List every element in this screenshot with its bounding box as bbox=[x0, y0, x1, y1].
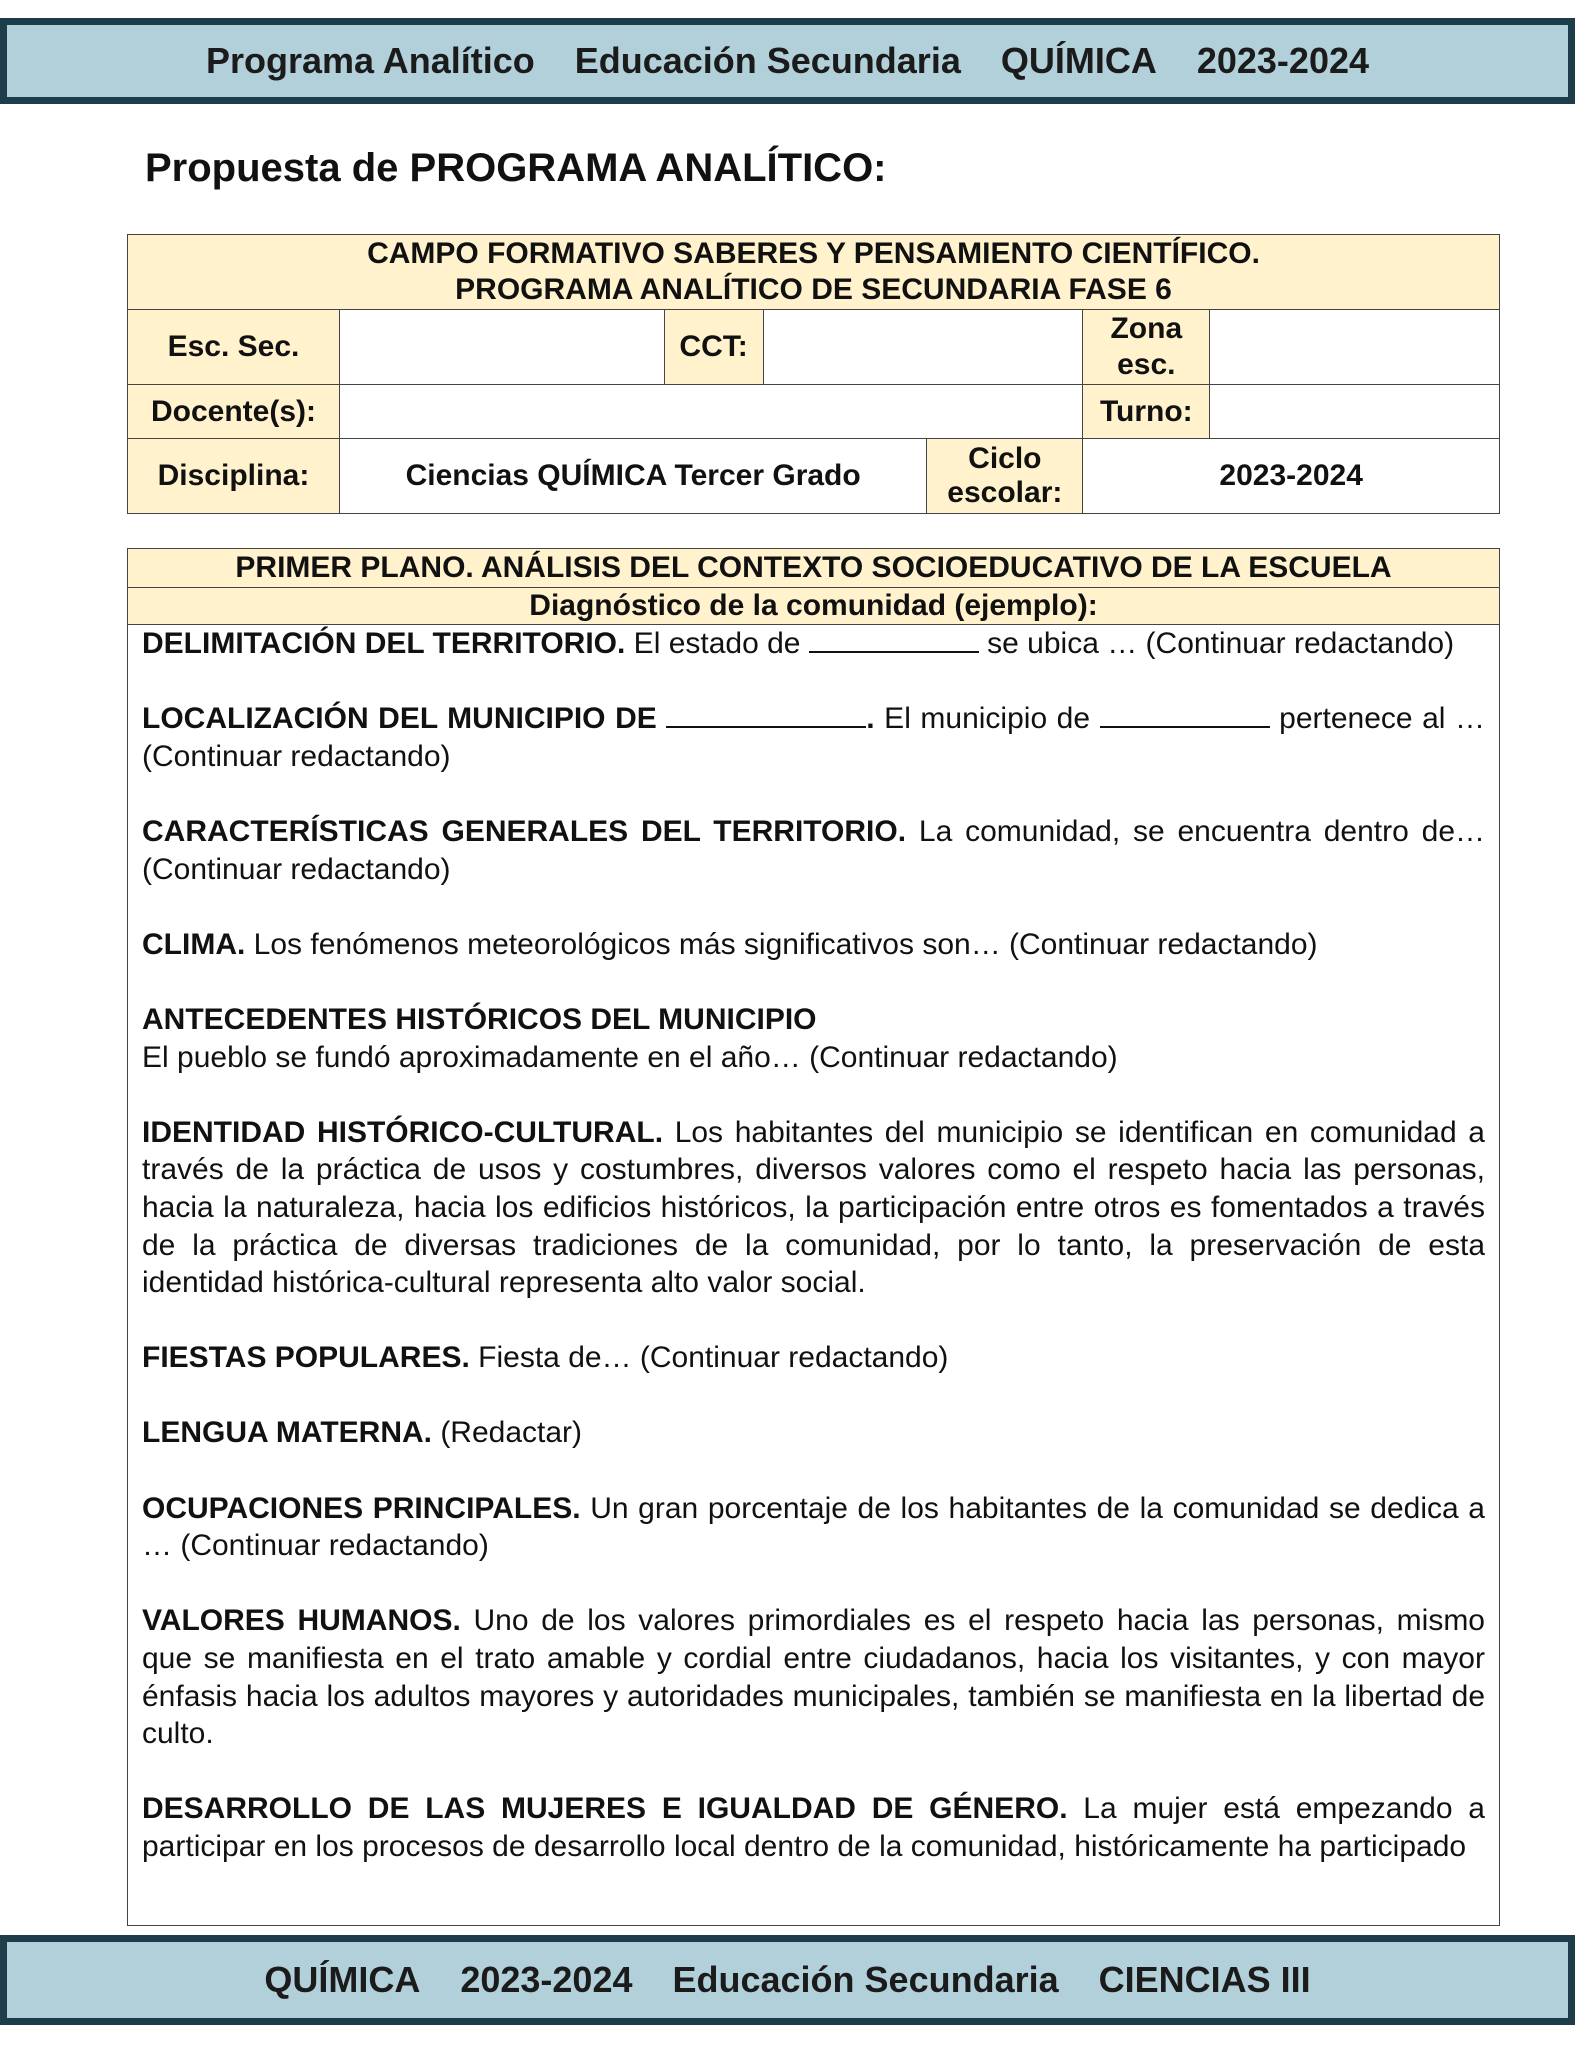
para-fiestas: FIESTAS POPULARES. Fiesta de… (Continuar redactando) bbox=[142, 1341, 949, 1375]
para-heading: LOCALIZACIÓN DEL MUNICIPIO DE bbox=[142, 702, 667, 736]
esc-sec-label: Esc. Sec. bbox=[128, 310, 340, 385]
para-heading: CLIMA. bbox=[142, 927, 246, 961]
esc-sec-field[interactable] bbox=[339, 310, 664, 385]
footer-band bbox=[0, 1935, 1575, 2025]
footer-subject: QUÍMICA bbox=[264, 1959, 421, 2000]
para-valores: VALORES HUMANOS. Uno de los valores primordiales es el respeto hacia las personas, mismo que se manifiesta en el trato amable y cordial entre ciudadanos, hacia los visitantes, y con mayor énfasis hacia los adultos mayores y autoridades municipales, también se manifiesta en la libertad de culto. bbox=[142, 1604, 1485, 1751]
ciclo-label: Ciclo escolar: bbox=[927, 439, 1083, 514]
cct-field[interactable] bbox=[763, 310, 1083, 385]
zona-field[interactable] bbox=[1210, 310, 1500, 385]
context-table bbox=[127, 548, 1500, 1926]
para-heading: LENGUA MATERNA. bbox=[142, 1416, 432, 1450]
disciplina-label: Disciplina: bbox=[128, 439, 340, 514]
para-heading: DESARROLLO DE LAS MUJERES E IGUALDAD DE GÉNERO. bbox=[142, 1792, 1068, 1826]
para-ocupaciones: OCUPACIONES PRINCIPALES. Un gran porcentaje de los habitantes de la comunidad se dedica a … (Continuar redactando) bbox=[142, 1491, 1485, 1563]
blank-line[interactable] bbox=[809, 625, 979, 653]
para-heading: DELIMITACIÓN DEL TERRITORIO. bbox=[142, 627, 626, 660]
para-delimitacion: DELIMITACIÓN DEL TERRITORIO. El estado de se ubica … (Continuar redactando) bbox=[142, 627, 1455, 660]
heading-line-1: CAMPO FORMATIVO SABERES Y PENSAMIENTO CIENTÍFICO. bbox=[367, 237, 1260, 270]
para-heading: VALORES HUMANOS. bbox=[142, 1604, 461, 1638]
header-band bbox=[0, 18, 1575, 104]
info-table bbox=[127, 234, 1500, 514]
para-caracteristicas: CARACTERÍSTICAS GENERALES DEL TERRITORIO. La comunidad, se encuentra dentro de… (Continuar redactando) bbox=[142, 814, 1485, 886]
disciplina-value: Ciencias QUÍMICA Tercer Grado bbox=[339, 439, 926, 514]
ciclo-value: 2023-2024 bbox=[1083, 439, 1500, 514]
para-clima: CLIMA. Los fenómenos meteorológicos más significativos son… (Continuar redactando) bbox=[142, 927, 1318, 961]
turno-field[interactable] bbox=[1210, 385, 1500, 439]
footer-course: CIENCIAS III bbox=[1098, 1959, 1311, 2000]
header-program: Programa Analítico bbox=[205, 40, 535, 81]
context-body bbox=[128, 625, 1500, 1926]
para-antecedentes: ANTECEDENTES HISTÓRICOS DEL MUNICIPIO El pueblo se fundó aproximadamente en el año… (Continuar redactando) bbox=[142, 1002, 1118, 1074]
para-heading: IDENTIDAD HISTÓRICO-CULTURAL. bbox=[142, 1115, 664, 1149]
blank-line[interactable] bbox=[666, 700, 866, 728]
page-title: Propuesta de PROGRAMA ANALÍTICO: bbox=[145, 146, 887, 190]
heading-line-2: PROGRAMA ANALÍTICO DE SECUNDARIA FASE 6 bbox=[455, 273, 1172, 306]
info-table-heading bbox=[128, 235, 1500, 310]
docente-field[interactable] bbox=[339, 385, 1082, 439]
footer-level: Educación Secundaria bbox=[672, 1959, 1059, 2000]
header-subject: QUÍMICA bbox=[1000, 40, 1157, 81]
cct-label: CCT: bbox=[664, 310, 763, 385]
para-heading: CARACTERÍSTICAS GENERALES DEL TERRITORIO. bbox=[142, 814, 907, 848]
turno-label: Turno: bbox=[1083, 385, 1210, 439]
header-year: 2023-2024 bbox=[1196, 40, 1370, 81]
footer-year: 2023-2024 bbox=[460, 1959, 633, 2000]
para-desarrollo-mujeres: DESARROLLO DE LAS MUJERES E IGUALDAD DE GÉNERO. La mujer está empezando a participar en los procesos de desarrollo local dentro de la comunidad, históricamente ha participado bbox=[142, 1792, 1485, 1863]
para-heading: OCUPACIONES PRINCIPALES. bbox=[142, 1491, 581, 1525]
context-subheading: Diagnóstico de la comunidad (ejemplo): bbox=[128, 588, 1500, 625]
para-heading: FIESTAS POPULARES. bbox=[142, 1341, 470, 1375]
para-heading: ANTECEDENTES HISTÓRICOS DEL MUNICIPIO bbox=[142, 1002, 817, 1036]
header-level: Educación Secundaria bbox=[574, 40, 961, 81]
docente-label: Docente(s): bbox=[128, 385, 340, 439]
para-identidad: IDENTIDAD HISTÓRICO-CULTURAL. Los habitantes del municipio se identifican en comunidad a través de la práctica de usos y costumbres, diversos valores como el respeto hacia las personas, hacia la naturaleza, hacia los edificios históricos, la participación entre otros es fomentados a través de la práctica de diversas tradiciones de la comunidad, por lo tanto, la preservación de esta identidad histórica-cultural representa alto valor social. bbox=[142, 1115, 1485, 1300]
para-localizacion: LOCALIZACIÓN DEL MUNICIPIO DE . El municipio de pertenece al … (Continuar redactando) bbox=[142, 702, 1485, 773]
context-heading: PRIMER PLANO. ANÁLISIS DEL CONTEXTO SOCIOEDUCATIVO DE LA ESCUELA bbox=[128, 549, 1500, 588]
zona-label: Zona esc. bbox=[1083, 310, 1210, 385]
blank-line[interactable] bbox=[1100, 700, 1270, 728]
para-lengua: LENGUA MATERNA. (Redactar) bbox=[142, 1416, 583, 1450]
